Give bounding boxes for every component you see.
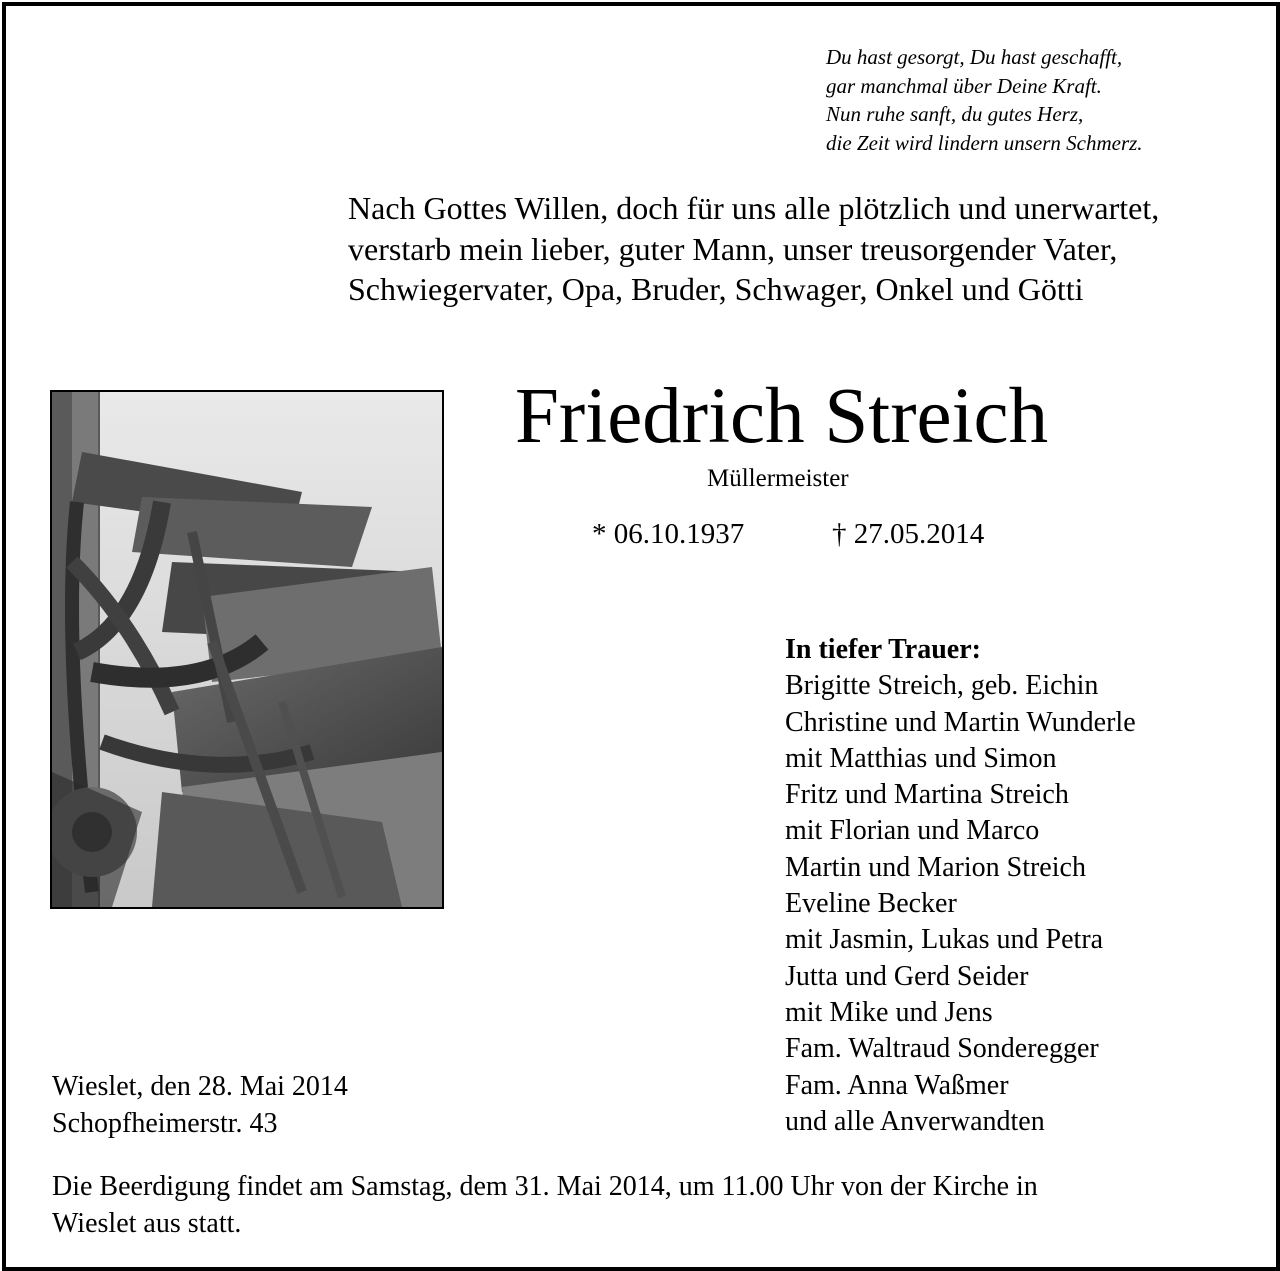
mourner-line: Jutta und Gerd Seider bbox=[785, 960, 1029, 992]
mourners-list bbox=[785, 632, 1136, 1140]
death-date: † 27.05.2014 bbox=[832, 518, 985, 550]
mourner-line: Fritz und Martina Streich bbox=[785, 779, 1069, 811]
mourner-line: Fam. Waltraud Sonderegger bbox=[785, 1033, 1099, 1065]
intro-text bbox=[348, 188, 1159, 310]
birth-date: * 06.10.1937 bbox=[592, 518, 745, 550]
funeral-line: Die Beerdigung findet am Samstag, dem 31. Mai 2014, um 11.00 Uhr von der Kirche in bbox=[52, 1171, 1038, 1202]
mourner-line: Fam. Anna Waßmer bbox=[785, 1069, 1009, 1101]
mourner-line: mit Mike und Jens bbox=[785, 996, 993, 1028]
poem-line: gar manchmal über Deine Kraft. bbox=[826, 73, 1102, 98]
date-line: Wieslet, den 28. Mai 2014 bbox=[52, 1071, 348, 1102]
mourners-heading: In tiefer Trauer: bbox=[785, 634, 981, 665]
deceased-name: Friedrich Streich bbox=[515, 373, 1049, 460]
mourner-line: Martin und Marion Streich bbox=[785, 851, 1086, 883]
mourner-line: Christine und Martin Wunderle bbox=[785, 706, 1136, 738]
place-and-date bbox=[52, 1069, 348, 1142]
funeral-notice bbox=[52, 1169, 1038, 1242]
deceased-profession: Müllermeister bbox=[707, 465, 849, 492]
mourner-line: mit Florian und Marco bbox=[785, 815, 1040, 847]
mourner-line: mit Jasmin, Lukas und Petra bbox=[785, 924, 1104, 956]
mourner-line: Brigitte Streich, geb. Eichin bbox=[785, 670, 1099, 702]
poem bbox=[826, 43, 1143, 157]
intro-line: Nach Gottes Willen, doch für uns alle plötzlich und unerwartet, bbox=[348, 190, 1160, 226]
mourner-line: mit Matthias und Simon bbox=[785, 742, 1057, 774]
intro-line: verstarb mein lieber, guter Mann, unser treusorgender Vater, bbox=[348, 230, 1118, 267]
mourner-line: Eveline Becker bbox=[785, 888, 957, 920]
mourner-line: und alle Anverwandten bbox=[785, 1105, 1045, 1137]
poem-line: Du hast gesorgt, Du hast geschafft, bbox=[826, 45, 1123, 69]
water-wheel-image bbox=[52, 392, 442, 907]
funeral-line: Wieslet aus statt. bbox=[52, 1207, 242, 1239]
poem-line: Nun ruhe sanft, du gutes Herz, bbox=[826, 102, 1084, 126]
poem-line: die Zeit wird lindern unsern Schmerz. bbox=[826, 130, 1143, 155]
water-wheel-photo bbox=[50, 390, 444, 909]
address-line: Schopfheimerstr. 43 bbox=[52, 1107, 278, 1139]
intro-line: Schwiegervater, Opa, Bruder, Schwager, Onkel und Götti bbox=[348, 271, 1084, 307]
